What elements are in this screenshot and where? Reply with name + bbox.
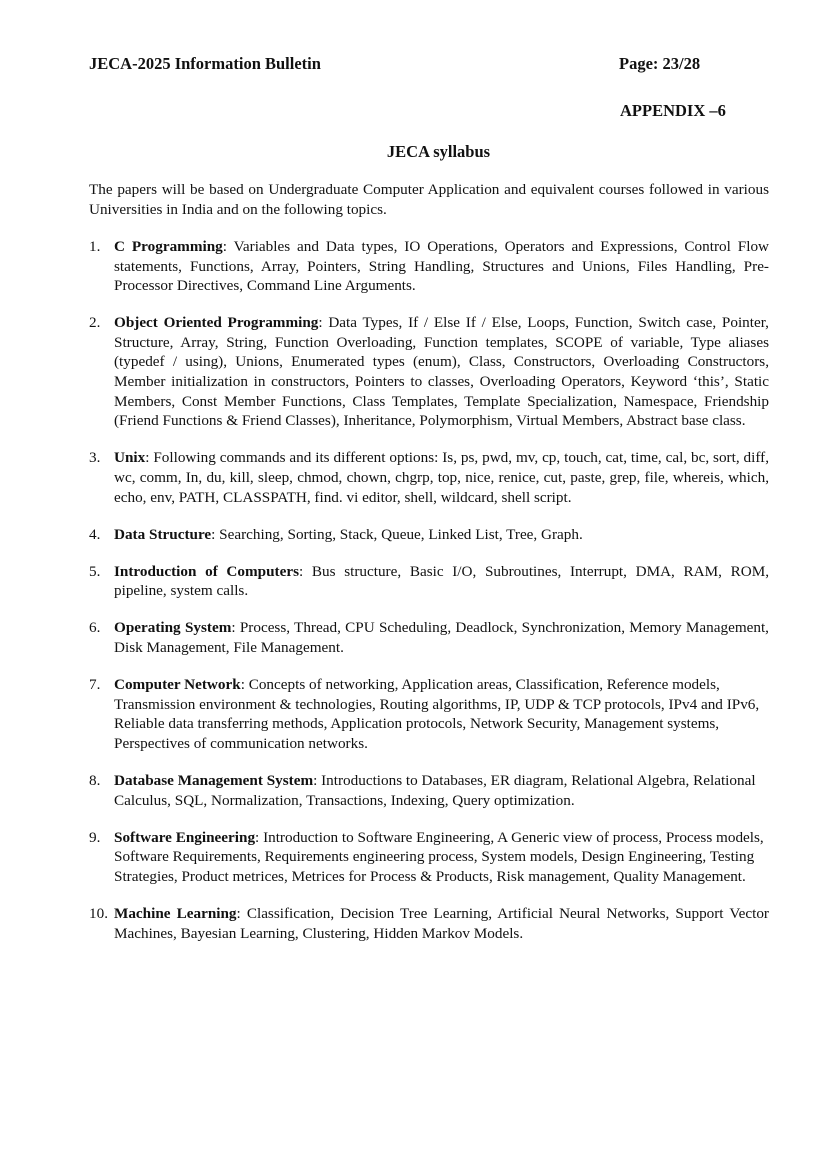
topic-number: 2. (89, 314, 101, 332)
intro-paragraph: The papers will be based on Undergraduate Computer Application and equivalent courses followed in various Universities in India and on the following topics. (89, 181, 769, 218)
topic-description: : Data Types, If / Else If / Else, Loops, Function, Switch case, Pointer, Structure, Array, String, Function Overloading, Function templates, SCOPE of variable, Type aliases (typedef / using), Unions, Enumerated types (enum), Class, Constructors, Overloading Constructors, Member initialization in constructors, Pointers to classes, Overloading Operators, Keyword ‘this’, Static Members, Const Member Functions, Class Templates, Template Specialization, Namespace, Friendship (Friend Functions & Friend Classes), Inheritance, Polymorphism, Virtual Members, Abstract base class. (114, 314, 769, 430)
topic-name: Operating System (114, 619, 232, 637)
topic-number: 7. (89, 676, 101, 694)
topic-description: : Concepts of networking, Application areas, Classification, Reference models, Transmission environment & technologies, Routing algorithms, IP, UDP & TCP protocols, IPv4 and IPv6, Reliable data transferring methods, Application protocols, Network Security, Management systems, Perspectives of communication networks. (114, 676, 760, 752)
topic-name: Object Oriented Programming (114, 314, 319, 332)
topic-description: : Introductions to Databases, ER diagram, Relational Algebra, Relational Calculus, SQL, Normalization, Transactions, Indexing, Query optimization. (114, 771, 756, 809)
topic-name: Software Engineering (114, 828, 256, 846)
topic-intro-computers (89, 562, 769, 601)
topic-name: Data Structure (114, 525, 212, 543)
topic-number: 3. (89, 449, 101, 467)
topic-description: : Searching, Sorting, Stack, Queue, Linked List, Tree, Graph. (211, 525, 583, 543)
bulletin-title: JECA-2025 Information Bulletin (89, 54, 321, 73)
topic-name: Database Management System (114, 771, 314, 789)
page-number: Page: 23/28 (619, 54, 701, 73)
topic-machine-learning (89, 904, 769, 943)
topic-number: 8. (89, 771, 101, 789)
topic-description: : Following commands and its different options: Is, ps, pwd, mv, cp, touch, cat, time, cal, bc, sort, diff, wc, comm, In, du, kill, sleep, chmod, chown, chgrp, top, nice, renice, cut, paste, grep, file, whereis, which, echo, env, PATH, CLASSPATH, find. vi editor, shell, wildcard, shell script. (114, 449, 769, 506)
topic-unix (89, 448, 769, 507)
topic-number: 4. (89, 525, 101, 543)
topic-name: Unix (114, 449, 146, 467)
topic-name: Computer Network (114, 676, 241, 694)
topic-name: Introduction of Computers (114, 562, 299, 580)
topic-oop (89, 313, 769, 431)
topic-c-programming (89, 237, 769, 296)
document-title: JECA syllabus (386, 142, 491, 161)
appendix-label: APPENDIX –6 (620, 101, 726, 120)
topic-number: 9. (89, 828, 101, 846)
topic-description: : Process, Thread, CPU Scheduling, Deadlock, Synchronization, Memory Management, Disk Management, File Management. (114, 619, 769, 656)
topic-description: : Variables and Data types, IO Operations, Operators and Expressions, Control Flow statements, Functions, Array, Pointers, String Handling, Structures and Unions, Files Handling, Pre-Processor Directives, Command Line Arguments. (114, 238, 769, 295)
topic-list (89, 237, 769, 961)
topic-computer-network (89, 675, 769, 753)
topic-description: : Classification, Decision Tree Learning, Artificial Neural Networks, Support Vector Machines, Bayesian Learning, Clustering, Hidden Markov Models. (114, 904, 769, 942)
topic-number: 10. (89, 904, 108, 922)
topic-name: Machine Learning (114, 904, 237, 922)
topic-number: 6. (89, 619, 101, 637)
topic-description: : Introduction to Software Engineering, A Generic view of process, Process models, Software Requirements, Requirements engineering process, System models, Design Engineering, Testing Strategies, Product metrices, Metrices for Process & Products, Risk management, Quality Management. (114, 828, 764, 885)
topic-software-engineering (89, 828, 769, 887)
topic-number: 1. (89, 238, 101, 255)
topic-dbms (89, 771, 769, 810)
topic-number: 5. (89, 562, 101, 580)
topic-operating-system (89, 618, 769, 657)
topic-name: C Programming (114, 238, 223, 255)
topic-data-structure (89, 525, 769, 545)
topic-description: : Bus structure, Basic I/O, Subroutines, Interrupt, DMA, RAM, ROM, pipeline, system calls. (114, 562, 769, 600)
